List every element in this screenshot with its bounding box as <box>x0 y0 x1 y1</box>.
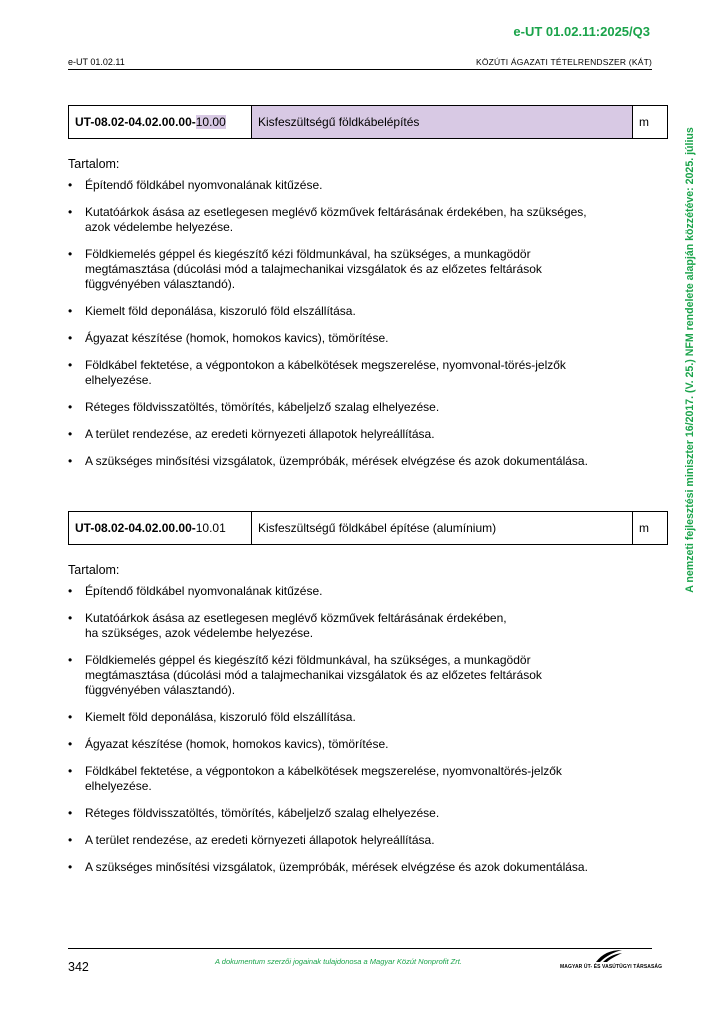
item-unit: m <box>633 106 668 139</box>
list-item: • Földkiemelés géppel és kiegészítő kézi földmunkával, ha szükséges, a munkagödör megtámasztása (dúcolási mód a talajmechanikai vizsgálatok és az előzetes feltárások függvényében választandó). <box>68 653 668 698</box>
item-code-prefix: UT-08.02-04.02.00.00- <box>75 521 196 535</box>
side-publication-note: A nemzeti fejlesztési miniszter 16/2017. (V. 25.) NFM rendelete alapján közzétéve: 2025. július <box>684 127 696 593</box>
list-item: • Réteges földvisszatöltés, tömörítés, kábeljelző szalag elhelyezése. <box>68 806 668 821</box>
list-item: • Kutatóárkok ásása az esetlegesen meglévő közművek feltárásának érdekében, ha szükséges, azok védelembe helyezése. <box>68 611 668 641</box>
content-label: Tartalom: <box>68 157 120 171</box>
logo-text: MAGYAR ÚT- ÉS VASÚTÜGYI TÁRSASÁG <box>560 964 663 970</box>
header-right-label: KÖZÚTI ÁGAZATI TÉTELRENDSZER (KÁT) <box>475 57 652 67</box>
society-logo <box>560 948 663 974</box>
list-item: • Kiemelt föld deponálása, kiszoruló föld elszállítása. <box>68 710 668 725</box>
item-section-1 <box>68 105 668 481</box>
list-item: • Földkábel fektetése, a végpontokon a kábelkötések megszerelése, nyomvonaltörés-jelzők elhelyezése. <box>68 764 668 794</box>
list-item: • Réteges földvisszatöltés, tömörítés, kábeljelző szalag elhelyezése. <box>68 400 668 415</box>
list-item: • A terület rendezése, az eredeti környezeti állapotok helyreállítása. <box>68 427 668 442</box>
item-code-cell <box>69 106 252 139</box>
document-code: e-UT 01.02.11:2025/Q3 <box>513 24 650 39</box>
page-number: 342 <box>68 960 89 974</box>
content-list <box>68 178 668 469</box>
list-item: • A szükséges minősítési vizsgálatok, üzempróbák, mérések elvégzése és azok dokumentálása. <box>68 860 668 875</box>
item-unit: m <box>633 512 668 545</box>
list-item: • Kiemelt föld deponálása, kiszoruló föld elszállítása. <box>68 304 668 319</box>
item-header-table <box>68 105 668 139</box>
list-item: • Ágyazat készítése (homok, homokos kavics), tömörítése. <box>68 737 668 752</box>
road-swoosh-icon <box>594 948 624 964</box>
item-section-2 <box>68 511 668 887</box>
item-code-cell <box>69 512 252 545</box>
item-code-suffix: 10.01 <box>195 521 226 535</box>
list-item: • A terület rendezése, az eredeti környezeti állapotok helyreállítása. <box>68 833 668 848</box>
item-code-suffix: 10.00 <box>195 115 226 129</box>
item-header-table <box>68 511 668 545</box>
list-item: • Földkábel fektetése, a végpontokon a kábelkötések megszerelése, nyomvonal-törés-jelzők elhelyezése. <box>68 358 668 388</box>
list-item: • Építendő földkábel nyomvonalának kitűzése. <box>68 584 668 599</box>
item-title: Kisfeszültségű földkábelépítés <box>252 106 633 139</box>
list-item: • Ágyazat készítése (homok, homokos kavics), tömörítése. <box>68 331 668 346</box>
list-item: • Kutatóárkok ásása az esetlegesen meglévő közművek feltárásának érdekében, ha szükséges, azok védelembe helyezése. <box>68 205 668 235</box>
content-list <box>68 584 668 875</box>
item-code-prefix: UT-08.02-04.02.00.00- <box>75 115 196 129</box>
item-title: Kisfeszültségű földkábel építése (alumínium) <box>252 512 633 545</box>
list-item: • Földkiemelés géppel és kiegészítő kézi földmunkával, ha szükséges, a munkagödör megtámasztása (dúcolási mód a talajmechanikai vizsgálatok és az előzetes feltárások függvényében választandó). <box>68 247 668 292</box>
list-item: • Építendő földkábel nyomvonalának kitűzése. <box>68 178 668 193</box>
copyright-notice: A dokumentum szerzői jogainak tulajdonosa a Magyar Közút Nonprofit Zrt. <box>215 957 462 966</box>
header-divider <box>68 69 652 70</box>
list-item: • A szükséges minősítési vizsgálatok, üzempróbák, mérések elvégzése és azok dokumentálása. <box>68 454 668 469</box>
header-left-label: e-UT 01.02.11 <box>68 57 125 67</box>
content-label: Tartalom: <box>68 563 120 577</box>
